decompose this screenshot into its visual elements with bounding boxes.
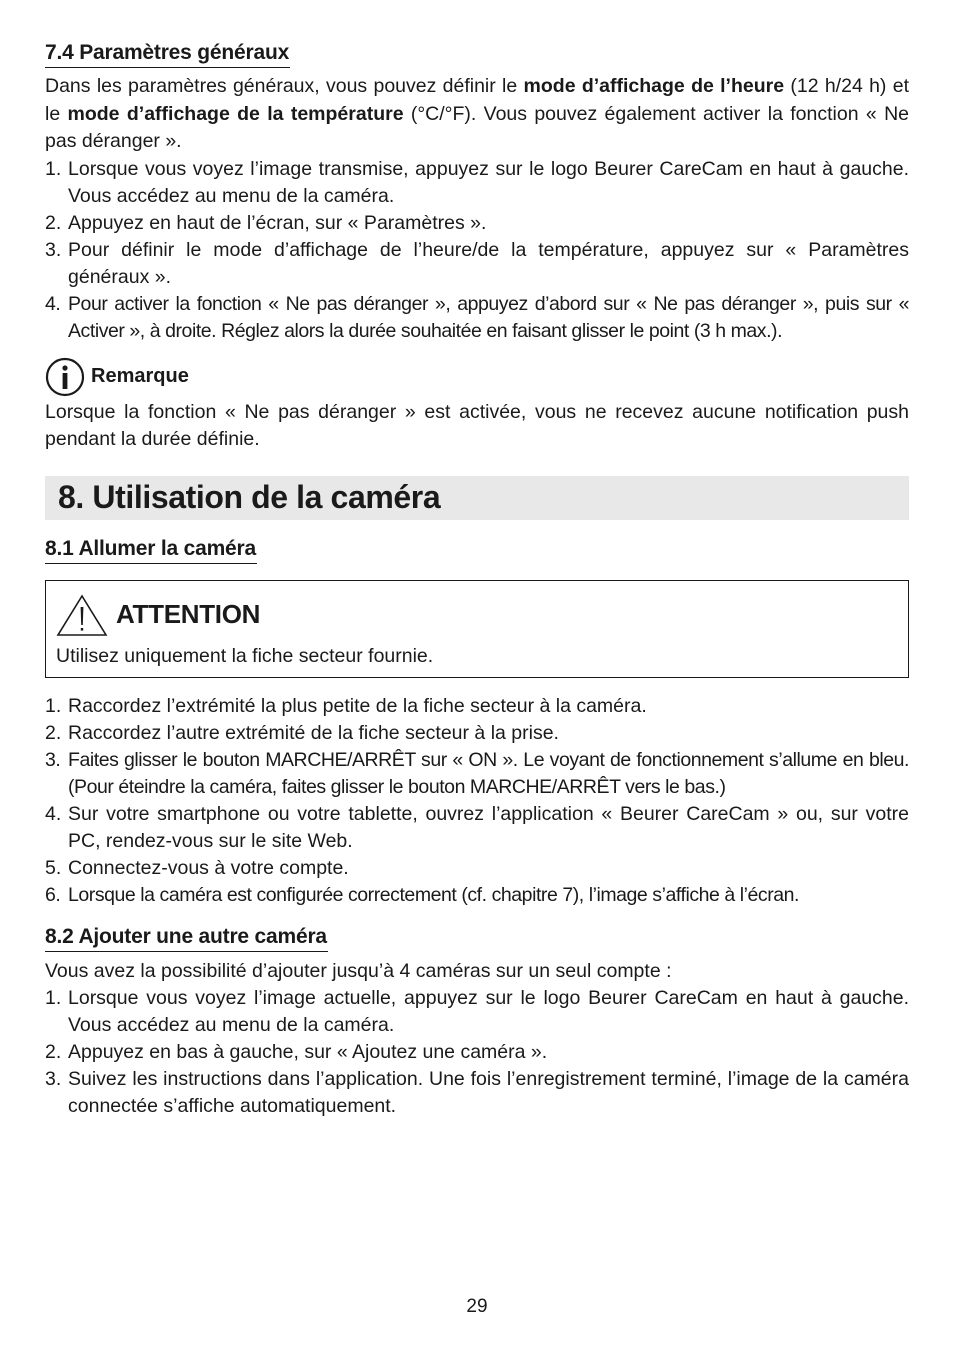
- step-number: 1.: [45, 987, 62, 1009]
- section-7-4-steps: [45, 156, 909, 345]
- section-heading-8-1: 8.1 Allumer la caméra: [45, 537, 257, 564]
- step-text: Appuyez en bas à gauche, sur « Ajoutez une caméra ».: [68, 1041, 548, 1063]
- step-text: Lorsque vous voyez l’image transmise, appuyez sur le logo Beurer CareCam en haut à gauche. Vous accédez au menu de la caméra.: [68, 157, 909, 207]
- step-text: Lorsque vous voyez l’image actuelle, appuyez sur le logo Beurer CareCam en haut à gauche. Vous accédez au menu de la caméra.: [68, 987, 909, 1036]
- list-item: [45, 720, 909, 747]
- intro-text: (°C/°F). Vous pouvez également activer la fonction « Ne pas déranger ».: [45, 102, 909, 152]
- section-7-4-intro: [45, 73, 909, 156]
- step-text: Faites glisser le bouton MARCHE/ARRÊT sur « ON ». Le voyant de fonctionnement s’allume en bleu. (Pour éteindre la caméra, faites glisser le bouton MARCHE/ARRÊT vers le bas.): [68, 748, 909, 798]
- list-item: [45, 882, 909, 909]
- step-number: 4.: [45, 292, 61, 315]
- step-text: Sur votre smartphone ou votre tablette, ouvrez l’application « Beurer CareCam » ou, sur votre PC, rendez-vous sur le site Web.: [68, 802, 909, 852]
- chapter-title: 8. Utilisation de la caméra: [45, 476, 909, 520]
- note-header: [45, 357, 909, 397]
- list-item: [45, 855, 909, 882]
- step-text: Suivez les instructions dans l’application. Une fois l’enregistrement terminé, l’image de la caméra connectée s’affiche automatiquement.: [68, 1068, 909, 1117]
- step-number: 1.: [45, 694, 62, 717]
- step-number: 2.: [45, 211, 62, 234]
- step-text: Raccordez l’autre extrémité de la fiche secteur à la prise.: [68, 721, 559, 744]
- page-number: 29: [466, 1296, 488, 1317]
- list-item: [45, 291, 909, 345]
- warning-triangle-icon: [56, 593, 108, 637]
- list-item: [45, 210, 909, 237]
- intro-bold-temperature-mode: mode d’affichage de la température: [67, 102, 404, 125]
- intro-text: Dans les paramètres généraux, vous pouvez définir le: [45, 75, 524, 97]
- manual-page: [45, 0, 909, 1120]
- list-item: [45, 1066, 909, 1120]
- list-item: [45, 237, 909, 291]
- intro-text: (12 h/24 h) et le: [45, 75, 909, 125]
- step-text: Pour définir le mode d’affichage de l’heure/de la température, appuyez sur « Paramètres généraux ».: [68, 238, 909, 288]
- step-number: 5.: [45, 856, 62, 879]
- note-title: Remarque: [91, 365, 189, 387]
- list-item: [45, 156, 909, 210]
- list-item: [45, 1039, 909, 1066]
- list-item: [45, 693, 909, 720]
- step-number: 1.: [45, 157, 62, 180]
- info-icon: [45, 357, 85, 397]
- attention-text: Utilisez uniquement la fiche secteur fournie.: [56, 644, 434, 667]
- step-number: 3.: [45, 748, 61, 771]
- intro-bold-time-mode: mode d’affichage de l’heure: [523, 75, 785, 97]
- note-text: Lorsque la fonction « Ne pas déranger » est activée, vous ne recevez aucune notification push pendant la durée définie.: [45, 400, 909, 450]
- step-text: Lorsque la caméra est configurée correctement (cf. chapitre 7), l’image s’affiche à l’écran.: [68, 883, 800, 906]
- step-number: 6.: [45, 883, 61, 906]
- attention-box: [45, 580, 909, 678]
- step-number: 3.: [45, 238, 62, 261]
- attention-title: ATTENTION: [116, 599, 261, 629]
- step-text: Raccordez l’extrémité la plus petite de la fiche secteur à la caméra.: [68, 694, 647, 717]
- step-number: 2.: [45, 1041, 62, 1063]
- section-heading-8-2: 8.2 Ajouter une autre caméra: [45, 925, 328, 952]
- list-item: [45, 747, 909, 801]
- section-8-2-steps: [45, 985, 909, 1120]
- section-heading-7-4: 7.4 Paramètres généraux: [45, 41, 290, 68]
- attention-header: [56, 593, 898, 637]
- step-number: 4.: [45, 802, 62, 825]
- list-item: [45, 985, 909, 1039]
- list-item: [45, 801, 909, 855]
- step-text: Appuyez en haut de l’écran, sur « Paramètres ».: [68, 211, 487, 234]
- step-text: Connectez-vous à votre compte.: [68, 856, 349, 879]
- section-8-2-intro: Vous avez la possibilité d’ajouter jusqu’à 4 caméras sur un seul compte :: [45, 959, 672, 982]
- step-number: 3.: [45, 1068, 62, 1090]
- section-8-1-steps: [45, 693, 909, 909]
- step-number: 2.: [45, 721, 62, 744]
- step-text: Pour activer la fonction « Ne pas déranger », appuyez d’abord sur « Ne pas déranger », puis sur « Activer », à droite. Réglez alors la durée souhaitée en faisant glisser le point (3 h max.).: [68, 292, 909, 342]
